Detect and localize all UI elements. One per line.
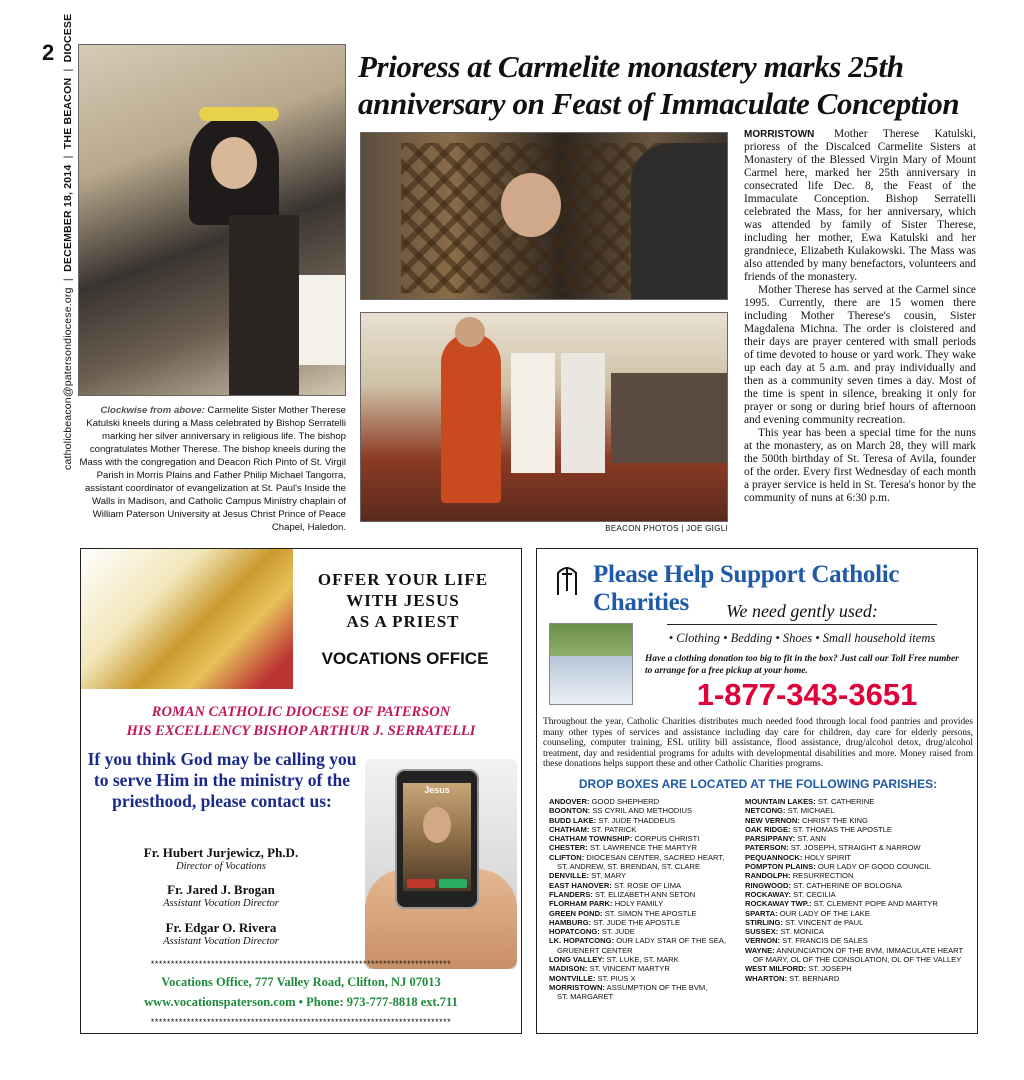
contact-name: Fr. Hubert Jurjewicz, Ph.D. <box>143 845 299 860</box>
diocese-line: ROMAN CATHOLIC DIOCESE OF PATERSON <box>151 704 451 720</box>
contact-title: Assistant Vocation Director <box>163 936 279 947</box>
parish-name: ST. ANN <box>797 834 827 844</box>
contact-title: Director of Vocations <box>175 861 267 872</box>
parish-name: ST. ROSE OF LIMA <box>614 880 682 890</box>
contact-3 <box>101 920 341 947</box>
parish-name: DIOCESAN CENTER, SACRED HEART, <box>586 852 725 862</box>
parish-name: ST. JOSEPH <box>808 964 852 974</box>
parish-entry <box>549 816 749 825</box>
pickup-note: Have a clothing donation too big to fit in the box? Just call our Toll Free number to arrange for a free pickup at your home. <box>645 654 959 676</box>
catholic-charities-logo-icon <box>555 561 579 597</box>
parish-name: ST. VINCENT MARTYR <box>589 964 670 974</box>
banner-email: catholicbeacon@patersondiocese.org <box>62 287 74 470</box>
parish-entry <box>745 927 975 936</box>
parish-entry <box>549 983 749 992</box>
parish-town: STIRLING: <box>745 917 783 927</box>
parish-town: PARSIPPANY: <box>745 834 796 844</box>
parish-town: OAK RIDGE: <box>745 824 791 834</box>
parish-entry <box>745 890 975 899</box>
contact-name: Fr. Jared J. Brogan <box>167 882 275 897</box>
offer-heading <box>293 569 513 632</box>
photo-bishop-kneeling-mass <box>360 312 728 522</box>
parish-town: FLORHAM PARK: <box>549 899 613 909</box>
offer-line: AS A PRIEST <box>346 612 460 631</box>
parish-town: PEQUANNOCK: <box>745 852 803 862</box>
parish-town: WAYNE: <box>745 945 775 955</box>
parish-name: ST. JUDE THADDEUS <box>598 815 676 825</box>
contact-title: Assistant Vocation Director <box>163 898 279 909</box>
banner-section: DIOCESE <box>62 13 74 63</box>
parish-entry <box>745 871 975 880</box>
parish-town: WHARTON: <box>745 973 788 983</box>
banner-separator: | <box>62 155 74 159</box>
phone-in-hand-image <box>365 759 517 969</box>
parish-town: DENVILLE: <box>549 871 590 881</box>
parish-entry <box>549 992 749 1001</box>
article-paragraph: This year has been a special time for the nuns at the monastery, as on March 28, they will mark the 500th birthday of St. Teresa of Avila, founder of the order. Every first Wednesday of each month a prayer service is held in St. Teresa's honor by the community of nuns at 6:30 p.m. <box>744 427 976 504</box>
parish-name: ST. BERNARD <box>789 973 840 983</box>
charities-description: Throughout the year, Catholic Charities distributes much needed food through local food pantries and provides many other types of services and assistance including day care for children, day care for elderly persons, counseling, computer training, ESL utility bill assistance, flood assistance, drug/alcohol detox, drug/alcohol treatment, day and residential programs for adults with developmental disabilities and more. Money raised from these donations helps support these and other Catholic Charities programs. <box>543 717 973 770</box>
parish-town: CHATHAM TOWNSHIP: <box>549 834 633 844</box>
parish-entry <box>549 881 749 890</box>
parish-town: WEST MILFORD: <box>745 964 807 974</box>
parish-name: ST. JUDE THE APOSTLE <box>593 917 681 927</box>
call-to-priesthood: If you think God may be calling you to serve Him in the ministry of the priesthood, please contact us: <box>87 749 357 811</box>
parish-name: CORPUS CHRISTI <box>634 834 700 844</box>
parish-entry <box>549 974 749 983</box>
parish-name: HOLY FAMILY <box>614 899 664 909</box>
parish-town: ROCKAWAY TWP.: <box>745 899 812 909</box>
star-divider: *************************************************************************** <box>150 1017 452 1027</box>
parish-town: MOUNTAIN LAKES: <box>745 797 816 806</box>
banner-date: DECEMBER 18, 2014 <box>62 164 74 272</box>
parish-name: ST. MARGARET <box>557 992 614 1002</box>
parish-town: PATERSON: <box>745 843 789 853</box>
parish-entry <box>549 871 749 880</box>
parish-town: GREEN POND: <box>549 908 603 918</box>
parish-town: EAST HANOVER: <box>549 880 612 890</box>
parish-entry <box>745 853 975 862</box>
parish-entry <box>549 936 749 945</box>
vocations-address: Vocations Office, 777 Valley Road, Clifton, NJ 07013 <box>161 975 441 989</box>
parish-name: ST. CECILIA <box>793 889 836 899</box>
parish-town: SUSSEX: <box>745 927 779 937</box>
parish-town: VERNON: <box>745 936 781 946</box>
article-paragraph: Mother Therese has served at the Carmel since 1995. Currently, there are 15 women there including Mother Therese's cousin, Sister Magdalena Michna. The order is cloistered and their days are prayer centered with small periods of time devoted to house or yard work. They wake up each day at 5 a.m. and pray individually and then as a community seven times a day. Most of the time is spent in silence, breaking it only for prayer or song or during brief hours of afternoon and evening community recreation. <box>744 284 976 426</box>
parish-entry <box>549 843 749 852</box>
parish-town: LONG VALLEY: <box>549 955 605 965</box>
parish-entry <box>549 806 749 815</box>
parish-town: ROCKAWAY: <box>745 889 791 899</box>
parish-town: NETCONG: <box>745 806 786 816</box>
contact-name: Fr. Edgar O. Rivera <box>165 920 277 935</box>
caption-text: Carmelite Sister Mother Therese Katulski kneels during a Mass celebrated by Bishop Serratelli marking her silver anniversary in religious life. The bishop congratulates Mother Therese. The bishop kneels during the Mass with the congregation and Deacon Rich Pinto of St. Virgil Parish in Morris Plains and Father Philip Michael Tangorra, assistant coordinator of evangelization at St. Paul's Inside the Walls in Madison, and Catholic Campus Ministry chaplain of William Paterson University at Jesus Christ Prince of Peace Chapel, Haledon. <box>79 405 346 533</box>
parish-name: SS CYRIL AND METHODIUS <box>592 806 693 816</box>
parish-town: FLANDERS: <box>549 889 593 899</box>
parish-entry <box>549 890 749 899</box>
parish-name: ST. CATHERINE OF BOLOGNA <box>793 880 902 890</box>
parish-entry <box>745 806 975 815</box>
parish-name: GRUENERT CENTER <box>557 945 633 955</box>
parish-town: NEW VERNON: <box>745 815 800 825</box>
banner-separator: | <box>62 278 74 282</box>
parish-entry <box>745 909 975 918</box>
parish-town: MORRISTOWN: <box>549 982 605 992</box>
parish-entry <box>745 974 975 983</box>
parish-name: ST. PATRICK <box>591 824 637 834</box>
parish-name: ST. FRANCIS DE SALES <box>782 936 868 946</box>
parish-name: OF MARY, OL OF THE CONSOLATION, OL OF THE VALLEY <box>753 955 962 965</box>
parish-town: ANDOVER: <box>549 797 590 806</box>
parish-town: CLIFTON: <box>549 852 585 862</box>
donation-items: • Clothing • Bedding • Shoes • Small household items <box>668 631 936 645</box>
parish-entry <box>549 899 749 908</box>
parish-entry <box>549 834 749 843</box>
parish-entry <box>549 862 749 871</box>
vocations-web-phone: www.vocationspaterson.com • Phone: 973-777-8818 ext.711 <box>144 995 458 1009</box>
chalice-image <box>81 549 293 689</box>
gently-used-heading: We need gently used: <box>667 601 937 625</box>
parish-name: CHRIST THE KING <box>801 815 868 825</box>
bishop-line: HIS EXCELLENCY BISHOP ARTHUR J. SERRATELLI <box>126 723 476 739</box>
parish-entry <box>549 964 749 973</box>
parish-entry <box>745 964 975 973</box>
parish-town: HOPATCONG: <box>549 927 600 937</box>
parish-list-left <box>549 797 749 1002</box>
phone-screen <box>403 783 471 891</box>
parish-entry <box>745 862 975 871</box>
parish-name: HOLY SPIRIT <box>804 852 852 862</box>
dateline: MORRISTOWN <box>744 129 815 140</box>
parish-entry <box>745 946 975 955</box>
parish-entry <box>549 946 749 955</box>
donation-bin-image <box>549 623 633 705</box>
parish-name: ST. CLEMENT POPE AND MARTYR <box>813 899 938 909</box>
parish-name: ST. VINCENT de PAUL <box>785 917 864 927</box>
phone-device <box>395 769 479 909</box>
photo-nun-kneeling <box>78 44 346 396</box>
vocations-office-title: VOCATIONS OFFICE <box>321 649 489 668</box>
parish-entry <box>745 797 975 806</box>
parish-name: GOOD SHEPHERD <box>591 797 660 806</box>
parish-entry <box>745 834 975 843</box>
parish-town: BOONTON: <box>549 806 591 816</box>
catholic-charities-ad <box>536 548 978 1034</box>
parish-name: ST. SIMON THE APOSTLE <box>604 908 697 918</box>
parish-entry <box>549 955 749 964</box>
parish-town: CHESTER: <box>549 843 588 853</box>
contact-2 <box>101 882 341 909</box>
parish-town: RINGWOOD: <box>745 880 791 890</box>
parish-name: ST. LAWRENCE THE MARTYR <box>589 843 697 853</box>
parish-name: ST. CATHERINE <box>817 797 875 806</box>
parish-name: ASSUMPTION OF THE BVM, <box>606 982 708 992</box>
parish-entry <box>549 909 749 918</box>
parish-entry <box>745 816 975 825</box>
drop-box-heading: DROP BOXES ARE LOCATED AT THE FOLLOWING PARISHES: <box>578 777 938 791</box>
parish-name: OUR LADY OF GOOD COUNCIL <box>817 862 931 872</box>
parish-entry <box>549 927 749 936</box>
parish-entry <box>549 853 749 862</box>
parish-name: RESURRECTION <box>792 871 854 881</box>
parish-entry <box>745 899 975 908</box>
charities-title: Please Help Support Catholic Charities <box>593 561 900 616</box>
paragraph-text: Mother Therese Katulski, prioress of the Discalced Carmelite Sisters at Monastery of the Blessed Virgin Mary of Mount Carmel here, marked her 25th anniversary in consecrated life Dec. 8, the Feast of the Immaculate Conception. Bishop Serratelli celebrated the Mass, for her anniversary, which was attended by family of Sister Therese, including her mother, Ewa Katulski and her grandniece, Elizabeth Kulakowski. The Mass was also attended by many benefactors, volunteers and friends of the monastery. <box>744 128 976 283</box>
parish-name: ST. MARY <box>591 871 627 881</box>
parish-name: ST. THOMAS THE APOSTLE <box>792 824 892 834</box>
parish-name: OUR LADY OF THE LAKE <box>779 908 870 918</box>
contact-1 <box>101 845 341 872</box>
article-headline: Prioress at Carmelite monastery marks 25th anniversary on Feast of Immaculate Conception <box>358 49 960 121</box>
parish-town: RANDOLPH: <box>745 871 791 881</box>
parish-entry <box>745 918 975 927</box>
banner-paper: THE BEACON <box>62 77 74 150</box>
answer-icon <box>439 879 467 888</box>
banner-separator: | <box>62 68 74 72</box>
parish-town: HAMBURG: <box>549 917 592 927</box>
photo-caption <box>78 404 346 534</box>
photo-credit: BEACON PHOTOS | JOE GIGLI <box>605 524 728 533</box>
page-number: 2 <box>42 40 55 65</box>
parish-name: ST. ELIZABETH ANN SETON <box>595 889 696 899</box>
vocations-ad <box>80 548 522 1034</box>
parish-entry <box>745 881 975 890</box>
caption-lead: Clockwise from above: <box>100 405 205 416</box>
parish-town: SPARTA: <box>745 908 778 918</box>
parish-name: ST. PIUS X <box>597 973 636 983</box>
parish-town: BUDD LAKE: <box>549 815 597 825</box>
parish-name: ST. JOSEPH, STRAIGHT & NARROW <box>790 843 921 853</box>
parish-name: ST. MICHAEL <box>787 806 835 816</box>
page-banner <box>62 14 74 470</box>
parish-entry <box>745 936 975 945</box>
parish-name: ST. JUDE <box>601 927 635 937</box>
parish-list-right <box>745 797 975 983</box>
parish-town: LK. HOPATCONG: <box>549 936 615 946</box>
parish-town: MONTVILLE: <box>549 973 596 983</box>
parish-town: POMPTON PLAINS: <box>745 862 816 872</box>
toll-free-phone: 1-877-343-3651 <box>696 677 918 712</box>
article-paragraph <box>744 128 976 284</box>
parish-entry <box>549 918 749 927</box>
parish-town: CHATHAM: <box>549 824 590 834</box>
parish-name: ST. LUKE, ST. MARK <box>606 955 679 965</box>
decline-icon <box>407 879 435 888</box>
parish-entry <box>549 797 749 806</box>
photo-bishop-congratulates <box>360 132 728 300</box>
parish-entry <box>745 955 975 964</box>
parish-entry <box>549 825 749 834</box>
parish-entry <box>745 843 975 852</box>
offer-line: OFFER YOUR LIFE <box>317 570 489 589</box>
parish-name: ST. MONICA <box>780 927 824 937</box>
article-body <box>744 128 976 505</box>
parish-name: OUR LADY STAR OF THE SEA, <box>616 936 726 946</box>
parish-name: ANNUNCIATION OF THE BVM, IMMACULATE HEART <box>776 945 964 955</box>
parish-name: ST. ANDREW, ST. BRENDAN, ST. CLARE <box>557 862 701 872</box>
parish-town: MADISON: <box>549 964 588 974</box>
phone-screen-name: Jesus <box>424 785 450 795</box>
star-divider: *************************************************************************** <box>150 959 452 969</box>
parish-entry <box>745 825 975 834</box>
offer-line: WITH JESUS <box>346 591 460 610</box>
diocese-lines <box>101 703 501 741</box>
